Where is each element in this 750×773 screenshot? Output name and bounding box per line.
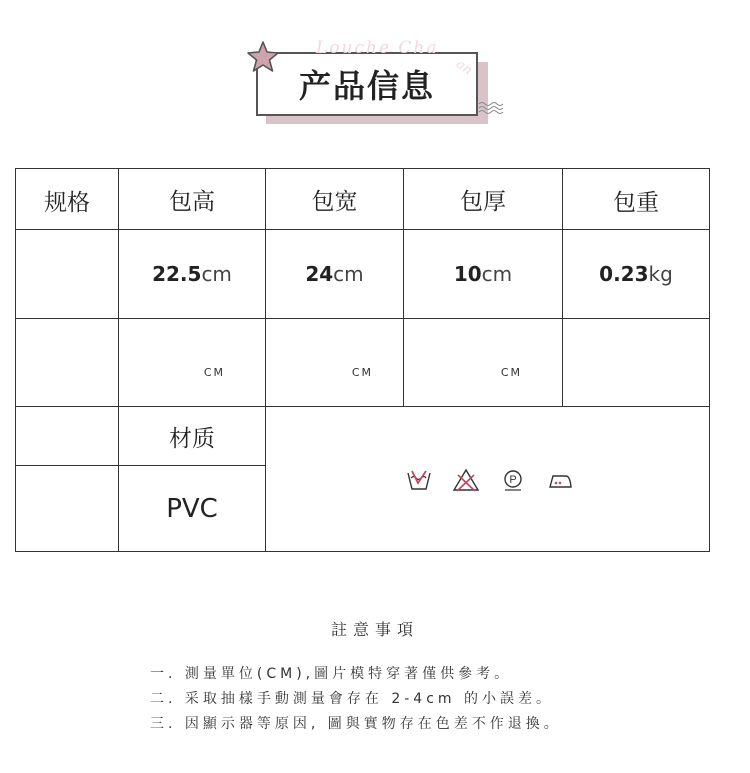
low-iron-icon	[546, 467, 574, 493]
header-spec: 规格	[44, 189, 90, 216]
wave-icon	[478, 100, 504, 116]
decorative-script-text-2: an	[453, 56, 475, 79]
section-title-badge	[246, 40, 506, 132]
dry-clean-p-icon	[500, 467, 526, 493]
decorative-script-text: Louche Cha	[316, 38, 439, 58]
header-height: 包高	[169, 188, 215, 215]
value-width: 24 cm	[305, 262, 364, 286]
header-width: 包宽	[311, 188, 358, 215]
spec-table	[15, 168, 710, 552]
value-thickness: 10 cm	[453, 262, 513, 286]
unit-label: CM	[203, 366, 225, 379]
section-title: 产品信息	[298, 67, 435, 105]
value-height: 22.5 cm	[152, 262, 232, 286]
hand-wash-icon	[406, 467, 432, 493]
note-line-1: 一. 測量單位(CM),圖片模特穿著僅供參考。	[150, 666, 513, 682]
unit-label: CM	[351, 366, 373, 379]
note-line-2: 二. 采取抽樣手動測量會存在 2-4cm 的小誤差。	[150, 691, 555, 707]
svg-text:P: P	[509, 474, 517, 486]
care-icons	[406, 467, 574, 493]
header-thickness: 包厚	[460, 188, 506, 215]
material-value: PVC	[166, 494, 218, 524]
star-icon	[246, 40, 280, 74]
notes-title: 註意事項	[330, 620, 419, 639]
material-label: 材质	[169, 425, 215, 452]
value-weight: 0.23 kg	[599, 262, 673, 286]
badge-box	[256, 52, 478, 116]
note-line-3: 三. 因顯示器等原因, 圖與實物存在色差不作退換。	[150, 716, 562, 732]
unit-label: CM	[500, 366, 522, 379]
do-not-bleach-icon	[452, 467, 480, 493]
table-divider	[265, 407, 266, 552]
header-weight: 包重	[613, 189, 659, 216]
